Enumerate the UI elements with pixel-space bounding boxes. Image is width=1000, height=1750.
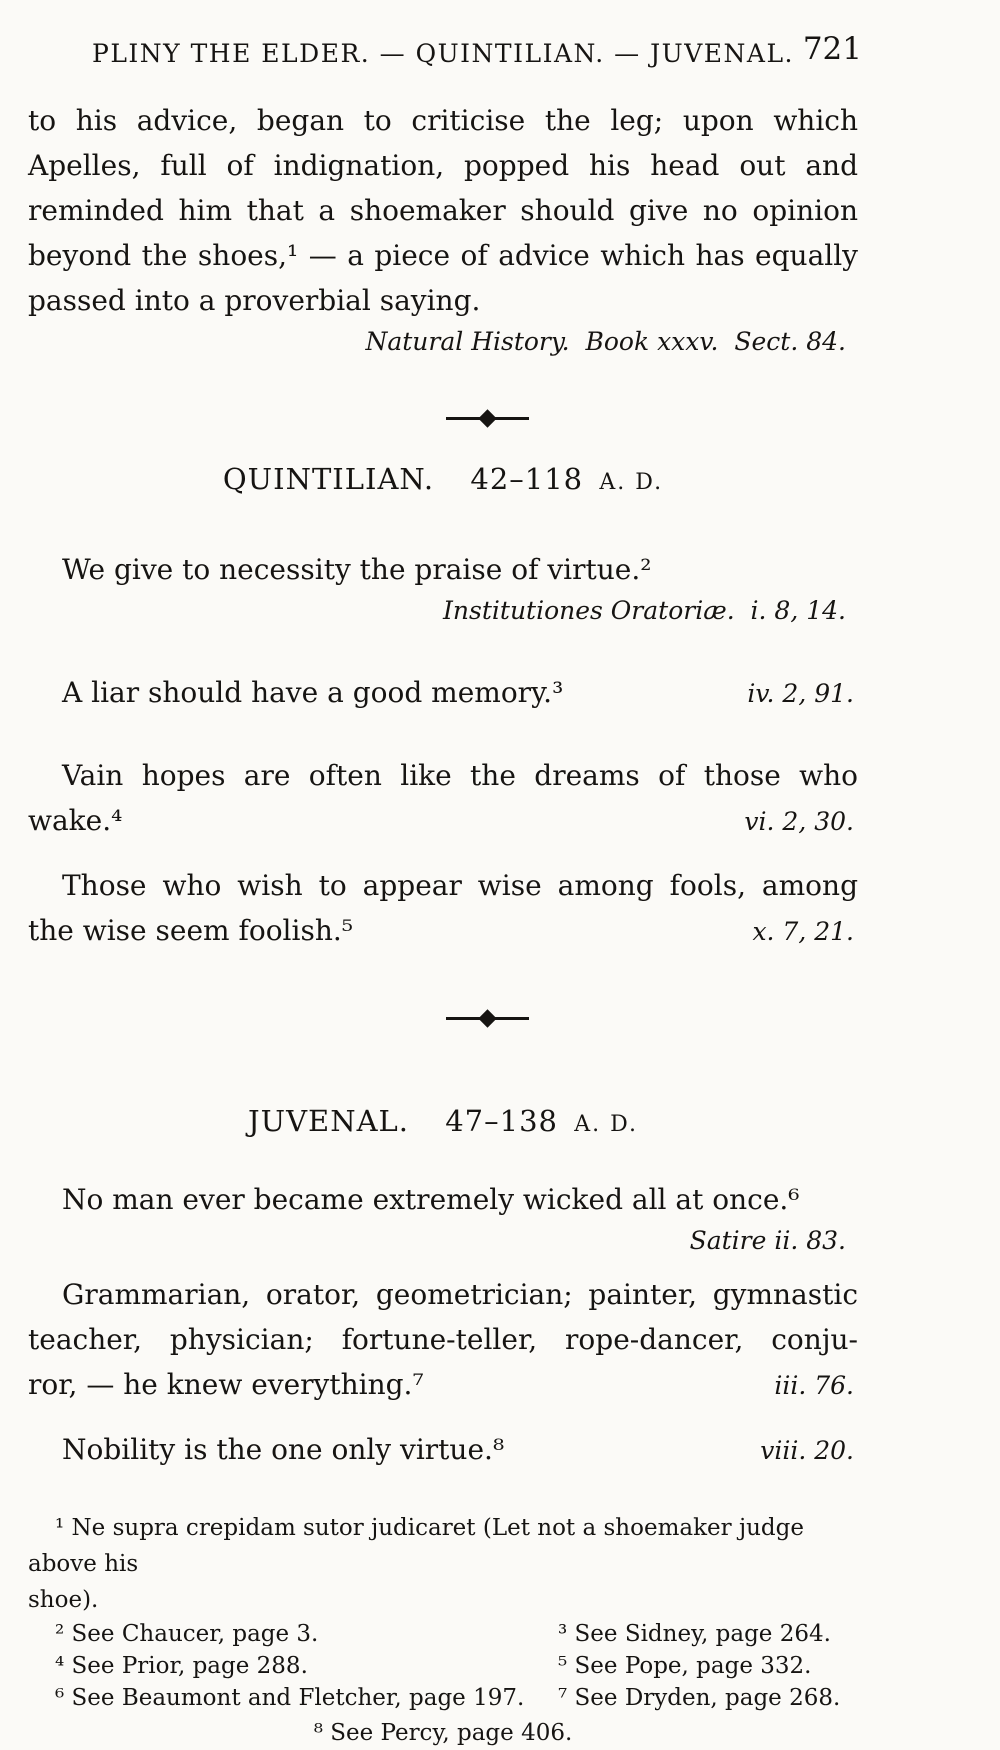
running-header [28, 31, 862, 76]
section-pliny-continuation [28, 98, 858, 359]
quote-liar-memory [28, 670, 858, 715]
citation-source: Satire ii. 83. [689, 1226, 846, 1255]
footnote-line: ⁵ See Pope, page 332. [558, 1653, 812, 1679]
diamond-ornament-icon [478, 1009, 496, 1027]
quote-vain-hopes [28, 753, 858, 843]
text-line: beyond the shoes,¹ — a piece of advice which has equally [28, 239, 858, 272]
quote-text: A liar should have a good memory.³ [62, 676, 564, 709]
quote-text-line: teacher, physician; fortune-teller, rope-dancer, conju- [28, 1323, 858, 1356]
footnotes [28, 1510, 858, 1750]
quote-grammarian-orator [28, 1272, 858, 1407]
footnote-columns [28, 1618, 858, 1714]
quote-last-line-row [28, 908, 858, 953]
author-name: JUVENAL. [248, 1104, 410, 1138]
quote-text-line: the wise seem foolish.⁵ [28, 914, 353, 947]
author-dates: 47–138 [445, 1104, 558, 1138]
ornament-divider [72, 411, 902, 425]
quote-text-line: wake.⁴ [28, 804, 123, 837]
quote-text-line: Vain hopes are often like the dreams of those who [62, 759, 858, 792]
quote-text-line: ror, — he knew everything.⁷ [28, 1368, 424, 1401]
citation-reference: viii. 20. [760, 1436, 854, 1465]
footnote-line: shoe). [28, 1587, 99, 1613]
text-line: Apelles, full of indignation, popped his head out and [28, 149, 858, 182]
footnote-line: ¹ Ne supra crepidam sutor judicaret (Let not a shoemaker judge above his [28, 1515, 804, 1577]
footnote-line: ⁷ See Dryden, page 268. [558, 1685, 841, 1711]
page-number: 721 [802, 31, 862, 67]
citation-reference: x. 7, 21. [752, 917, 854, 946]
diamond-ornament-icon [478, 409, 496, 427]
running-header-title: PLINY THE ELDER. — QUINTILIAN. — JUVENAL. [92, 39, 794, 68]
quote-no-man-wicked [28, 1177, 858, 1258]
author-era: A. D. [574, 1112, 638, 1137]
quote-text-line: Those who wish to appear wise among fools, among [62, 869, 858, 902]
author-heading-quintilian [28, 459, 858, 503]
author-heading-juvenal [28, 1101, 858, 1145]
text-line: to his advice, began to criticise the leg; upon which [28, 104, 858, 137]
footnote-line: ⁴ See Prior, page 288. [55, 1653, 308, 1679]
text-line: reminded him that a shoemaker should give no opinion [28, 194, 858, 227]
footnote-line: ⁶ See Beaumont and Fletcher, page 197. [55, 1685, 525, 1711]
ornament-divider [72, 1011, 902, 1025]
quote-wise-among-fools [28, 863, 858, 953]
quote-nobility-virtue [28, 1427, 858, 1472]
quote-text: No man ever became extremely wicked all at once.⁶ [62, 1183, 800, 1216]
text-line: passed into a proverbial saying. [28, 284, 481, 317]
author-dates: 42–118 [470, 462, 584, 496]
quote-we-give-necessity [28, 547, 858, 628]
citation-source: Institutiones Oratoriæ. i. 8, 14. [443, 596, 846, 625]
quote-text: We give to necessity the praise of virtue.² [62, 553, 652, 586]
quote-last-line-row [28, 798, 858, 843]
quote-last-line-row [28, 1362, 858, 1407]
quote-text-line: Grammarian, orator, geometrician; painter, gymnastic [62, 1278, 858, 1311]
citation-reference: iv. 2, 91. [747, 679, 854, 708]
citation-reference: iii. 76. [774, 1371, 854, 1400]
quote-text: Nobility is the one only virtue.⁸ [62, 1433, 505, 1466]
author-name: QUINTILIAN. [222, 462, 435, 496]
citation-source: Natural History. Book xxxv. Sect. 84. [365, 327, 846, 356]
footnote-line: ³ See Sidney, page 264. [558, 1621, 831, 1647]
citation-reference: vi. 2, 30. [744, 807, 854, 836]
footnote-line: ² See Chaucer, page 3. [55, 1621, 319, 1647]
footnote-line: ⁸ See Percy, page 406. [313, 1720, 573, 1746]
author-era: A. D. [599, 470, 664, 495]
